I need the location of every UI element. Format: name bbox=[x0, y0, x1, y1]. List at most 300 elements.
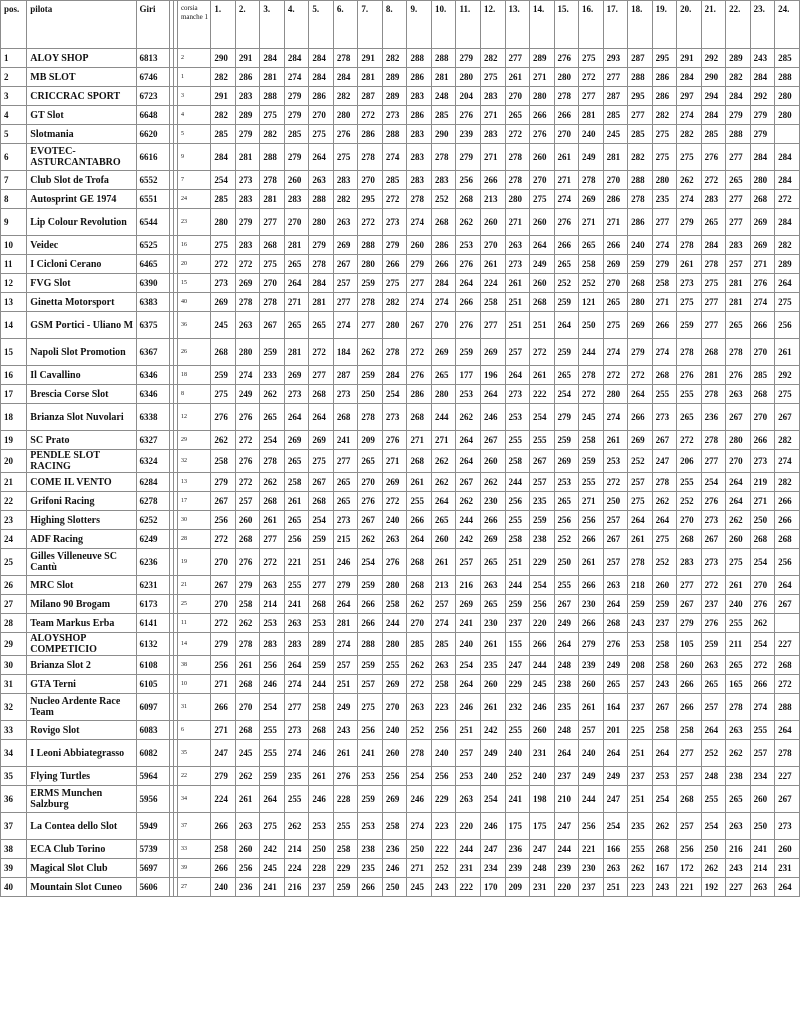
table-row bbox=[1, 721, 800, 740]
lap-cell: 276 bbox=[333, 125, 358, 144]
lap-cell: 228 bbox=[309, 859, 334, 878]
lap-cell: 244 bbox=[456, 840, 481, 859]
lap-cell: 278 bbox=[701, 385, 726, 404]
lap-cell: 223 bbox=[431, 813, 456, 840]
corsia-cell: 1 bbox=[177, 68, 210, 87]
pos-cell: 5 bbox=[1, 125, 27, 144]
corsia-cell: 9 bbox=[177, 144, 210, 171]
lap-cell: 259 bbox=[652, 595, 677, 614]
lap-cell: 272 bbox=[260, 549, 285, 576]
lap-cell: 271 bbox=[750, 255, 775, 274]
lap-cell: 255 bbox=[505, 511, 530, 530]
lap-cell: 280 bbox=[505, 190, 530, 209]
lap-cell: 264 bbox=[431, 492, 456, 511]
pos-cell: 32 bbox=[1, 694, 27, 721]
lap-cell: 265 bbox=[284, 450, 309, 473]
lap-cell: 268 bbox=[235, 675, 260, 694]
lap-cell: 262 bbox=[211, 431, 236, 450]
lap-cell: 262 bbox=[407, 656, 432, 675]
lap-cell: 268 bbox=[309, 492, 334, 511]
corsia-cell: 31 bbox=[177, 694, 210, 721]
lap-cell: 273 bbox=[677, 274, 702, 293]
lap-cell: 263 bbox=[382, 530, 407, 549]
lap-cell: 278 bbox=[726, 339, 751, 366]
lap-cell: 291 bbox=[677, 49, 702, 68]
giri-cell: 6648 bbox=[136, 106, 169, 125]
lap-cell: 184 bbox=[333, 339, 358, 366]
lap-cell: 257 bbox=[628, 675, 653, 694]
lap-cell: 237 bbox=[554, 767, 579, 786]
lap-cell: 244 bbox=[456, 511, 481, 530]
lap-cell: 241 bbox=[505, 786, 530, 813]
lap-cell: 265 bbox=[603, 293, 628, 312]
table-row bbox=[1, 694, 800, 721]
lap-cell: 247 bbox=[480, 840, 505, 859]
lap-cell: 279 bbox=[750, 106, 775, 125]
lap-cell: 266 bbox=[530, 106, 555, 125]
lap-cell: 261 bbox=[333, 740, 358, 767]
lap-cell: 268 bbox=[309, 595, 334, 614]
lap-cell: 252 bbox=[431, 190, 456, 209]
lap-cell: 288 bbox=[309, 190, 334, 209]
lap-cell: 274 bbox=[284, 675, 309, 694]
lap-cell: 288 bbox=[382, 125, 407, 144]
lap-cell: 257 bbox=[333, 656, 358, 675]
lap-cell: 285 bbox=[382, 171, 407, 190]
corsia-cell: 39 bbox=[177, 859, 210, 878]
lap-cell: 266 bbox=[603, 236, 628, 255]
lap-cell: 283 bbox=[260, 633, 285, 656]
corsia-cell: 25 bbox=[177, 595, 210, 614]
lap-cell: 268 bbox=[750, 385, 775, 404]
giri-cell: 6284 bbox=[136, 473, 169, 492]
lap-cell: 155 bbox=[505, 633, 530, 656]
lap-cell: 254 bbox=[211, 171, 236, 190]
table-row bbox=[1, 431, 800, 450]
table-row bbox=[1, 209, 800, 236]
lap-cell: 258 bbox=[652, 721, 677, 740]
lap-cell: 237 bbox=[701, 595, 726, 614]
lap-cell: 269 bbox=[628, 312, 653, 339]
corsia-cell: 28 bbox=[177, 530, 210, 549]
lap-cell: 269 bbox=[211, 293, 236, 312]
lap-cell: 276 bbox=[530, 125, 555, 144]
lap-cell: 272 bbox=[211, 530, 236, 549]
lap-cell: 278 bbox=[235, 293, 260, 312]
lap-cell: 227 bbox=[775, 767, 800, 786]
lap-cell: 285 bbox=[284, 125, 309, 144]
lap-cell: 260 bbox=[530, 144, 555, 171]
header-manche: 13. bbox=[505, 1, 530, 49]
lap-cell: 277 bbox=[677, 740, 702, 767]
lap-cell: 279 bbox=[284, 144, 309, 171]
lap-cell: 249 bbox=[579, 767, 604, 786]
pos-cell: 24 bbox=[1, 530, 27, 549]
lap-cell: 285 bbox=[211, 190, 236, 209]
lap-cell: 261 bbox=[579, 549, 604, 576]
lap-cell: 218 bbox=[628, 576, 653, 595]
lap-cell: 253 bbox=[628, 633, 653, 656]
lap-cell: 242 bbox=[260, 840, 285, 859]
pos-cell: 2 bbox=[1, 68, 27, 87]
lap-cell: 243 bbox=[750, 49, 775, 68]
lap-cell: 269 bbox=[333, 236, 358, 255]
table-row bbox=[1, 450, 800, 473]
lap-cell: 267 bbox=[652, 431, 677, 450]
lap-cell: 263 bbox=[726, 813, 751, 840]
lap-cell: 263 bbox=[603, 859, 628, 878]
lap-cell: 265 bbox=[284, 511, 309, 530]
corsia-cell: 8 bbox=[177, 385, 210, 404]
lap-cell: 270 bbox=[750, 404, 775, 431]
lap-cell: 272 bbox=[358, 106, 383, 125]
lap-cell: 277 bbox=[260, 209, 285, 236]
lap-cell: 248 bbox=[530, 859, 555, 878]
lap-cell: 280 bbox=[775, 106, 800, 125]
lap-cell: 270 bbox=[603, 274, 628, 293]
lap-cell: 283 bbox=[407, 144, 432, 171]
lap-cell: 242 bbox=[480, 721, 505, 740]
lap-cell: 259 bbox=[358, 274, 383, 293]
lap-cell: 255 bbox=[750, 721, 775, 740]
lap-cell: 259 bbox=[309, 656, 334, 675]
lap-cell: 280 bbox=[431, 385, 456, 404]
lap-cell: 278 bbox=[505, 171, 530, 190]
giri-cell: 6746 bbox=[136, 68, 169, 87]
lap-cell: 250 bbox=[750, 511, 775, 530]
lap-cell: 250 bbox=[407, 840, 432, 859]
lap-cell: 284 bbox=[701, 106, 726, 125]
corsia-cell: 12 bbox=[177, 404, 210, 431]
lap-cell: 281 bbox=[726, 274, 751, 293]
lap-cell: 255 bbox=[554, 576, 579, 595]
table-row bbox=[1, 840, 800, 859]
lap-cell: 259 bbox=[628, 255, 653, 274]
lap-cell: 282 bbox=[260, 125, 285, 144]
lap-cell: 266 bbox=[750, 675, 775, 694]
lap-cell: 278 bbox=[677, 339, 702, 366]
lap-cell: 224 bbox=[480, 274, 505, 293]
lap-cell: 260 bbox=[382, 740, 407, 767]
lap-cell: 277 bbox=[284, 694, 309, 721]
lap-cell: 278 bbox=[628, 549, 653, 576]
lap-cell: 253 bbox=[652, 767, 677, 786]
lap-cell: 251 bbox=[309, 549, 334, 576]
lap-cell: 276 bbox=[235, 549, 260, 576]
lap-cell: 290 bbox=[211, 49, 236, 68]
lap-cell: 276 bbox=[382, 431, 407, 450]
lap-cell: 258 bbox=[579, 255, 604, 274]
lap-cell: 248 bbox=[701, 767, 726, 786]
lap-cell: 272 bbox=[358, 209, 383, 236]
lap-cell: 238 bbox=[358, 840, 383, 859]
lap-cell: 257 bbox=[628, 473, 653, 492]
lap-cell: 250 bbox=[701, 840, 726, 859]
lap-cell: 260 bbox=[235, 840, 260, 859]
giri-cell: 6278 bbox=[136, 492, 169, 511]
lap-cell: 263 bbox=[701, 656, 726, 675]
lap-cell: 264 bbox=[628, 385, 653, 404]
lap-cell: 267 bbox=[677, 595, 702, 614]
table-row bbox=[1, 859, 800, 878]
lap-cell: 264 bbox=[309, 144, 334, 171]
lap-cell: 259 bbox=[358, 576, 383, 595]
lap-cell: 271 bbox=[407, 431, 432, 450]
lap-cell: 254 bbox=[456, 656, 481, 675]
corsia-cell: 36 bbox=[177, 312, 210, 339]
lap-cell: 249 bbox=[480, 740, 505, 767]
lap-cell: 256 bbox=[505, 492, 530, 511]
lap-cell: 263 bbox=[750, 878, 775, 897]
lap-cell: 277 bbox=[677, 576, 702, 595]
lap-cell: 272 bbox=[235, 473, 260, 492]
corsia-cell: 16 bbox=[177, 236, 210, 255]
lap-cell: 262 bbox=[456, 404, 481, 431]
table-row bbox=[1, 786, 800, 813]
lap-cell: 281 bbox=[284, 339, 309, 366]
team-name: GTA Terni bbox=[27, 675, 136, 694]
lap-cell: 264 bbox=[456, 431, 481, 450]
table-row bbox=[1, 236, 800, 255]
lap-cell: 252 bbox=[431, 859, 456, 878]
lap-cell: 255 bbox=[505, 431, 530, 450]
lap-cell: 271 bbox=[530, 68, 555, 87]
lap-cell: 266 bbox=[530, 633, 555, 656]
lap-cell: 264 bbox=[775, 576, 800, 595]
giri-cell: 5964 bbox=[136, 767, 169, 786]
lap-cell: 231 bbox=[530, 878, 555, 897]
lap-cell: 278 bbox=[554, 87, 579, 106]
giri-cell: 6338 bbox=[136, 404, 169, 431]
lap-cell: 252 bbox=[554, 274, 579, 293]
lap-cell: 289 bbox=[309, 633, 334, 656]
pos-cell: 22 bbox=[1, 492, 27, 511]
team-name: Autosprint GE 1974 bbox=[27, 190, 136, 209]
lap-cell: 270 bbox=[431, 312, 456, 339]
lap-cell: 257 bbox=[333, 274, 358, 293]
lap-cell: 259 bbox=[211, 366, 236, 385]
pos-cell: 4 bbox=[1, 106, 27, 125]
giri-cell: 6141 bbox=[136, 614, 169, 633]
lap-cell: 259 bbox=[554, 339, 579, 366]
lap-cell: 227 bbox=[726, 878, 751, 897]
lap-cell: 275 bbox=[260, 106, 285, 125]
lap-cell: 265 bbox=[431, 366, 456, 385]
lap-cell: 272 bbox=[211, 614, 236, 633]
lap-cell: 247 bbox=[554, 813, 579, 840]
giri-cell: 5739 bbox=[136, 840, 169, 859]
lap-cell: 246 bbox=[530, 694, 555, 721]
lap-cell: 259 bbox=[260, 767, 285, 786]
lap-cell: 260 bbox=[530, 274, 555, 293]
lap-cell: 256 bbox=[211, 511, 236, 530]
lap-cell: 235 bbox=[530, 492, 555, 511]
lap-cell: 270 bbox=[677, 511, 702, 530]
lap-cell: 272 bbox=[579, 385, 604, 404]
lap-cell: 285 bbox=[407, 633, 432, 656]
lap-cell: 278 bbox=[652, 473, 677, 492]
lap-cell: 277 bbox=[701, 293, 726, 312]
lap-cell: 269 bbox=[431, 339, 456, 366]
lap-cell: 257 bbox=[701, 694, 726, 721]
corsia-cell: 29 bbox=[177, 431, 210, 450]
lap-cell: 251 bbox=[505, 549, 530, 576]
lap-cell: 269 bbox=[284, 431, 309, 450]
lap-cell: 266 bbox=[382, 255, 407, 274]
lap-cell: 258 bbox=[480, 293, 505, 312]
lap-cell: 245 bbox=[603, 125, 628, 144]
pos-cell: 39 bbox=[1, 859, 27, 878]
lap-cell: 282 bbox=[382, 49, 407, 68]
lap-cell: 268 bbox=[309, 385, 334, 404]
corsia-cell: 20 bbox=[177, 255, 210, 274]
lap-cell: 255 bbox=[260, 721, 285, 740]
lap-cell: 269 bbox=[480, 530, 505, 549]
lap-cell: 246 bbox=[309, 740, 334, 767]
lap-cell: 244 bbox=[530, 656, 555, 675]
lap-cell: 294 bbox=[701, 87, 726, 106]
lap-cell: 272 bbox=[775, 675, 800, 694]
lap-cell: 263 bbox=[480, 576, 505, 595]
lap-cell: 270 bbox=[750, 339, 775, 366]
lap-cell: 230 bbox=[480, 492, 505, 511]
lap-cell: 257 bbox=[456, 549, 481, 576]
lap-cell: 273 bbox=[211, 274, 236, 293]
lap-cell: 286 bbox=[407, 106, 432, 125]
corsia-cell: 10 bbox=[177, 675, 210, 694]
lap-cell: 256 bbox=[579, 511, 604, 530]
lap-cell: 266 bbox=[211, 859, 236, 878]
lap-cell: 271 bbox=[431, 431, 456, 450]
header-pos: pos. bbox=[1, 1, 27, 49]
pos-cell: 27 bbox=[1, 595, 27, 614]
team-name: SC Prato bbox=[27, 431, 136, 450]
lap-cell: 275 bbox=[677, 144, 702, 171]
lap-cell: 279 bbox=[579, 633, 604, 656]
table-row bbox=[1, 49, 800, 68]
lap-cell: 270 bbox=[750, 576, 775, 595]
header-manche: 11. bbox=[456, 1, 481, 49]
lap-cell: 256 bbox=[677, 840, 702, 859]
lap-cell: 284 bbox=[701, 236, 726, 255]
lap-cell: 282 bbox=[211, 68, 236, 87]
corsia-cell: 13 bbox=[177, 473, 210, 492]
lap-cell: 286 bbox=[358, 125, 383, 144]
lap-cell: 223 bbox=[628, 878, 653, 897]
pos-cell: 17 bbox=[1, 385, 27, 404]
lap-cell: 235 bbox=[358, 859, 383, 878]
lap-cell: 277 bbox=[407, 274, 432, 293]
lap-cell: 271 bbox=[554, 171, 579, 190]
lap-cell: 250 bbox=[554, 549, 579, 576]
lap-cell: 272 bbox=[775, 190, 800, 209]
lap-cell: 240 bbox=[726, 595, 751, 614]
lap-cell: 284 bbox=[309, 274, 334, 293]
lap-cell: 267 bbox=[701, 530, 726, 549]
lap-cell: 273 bbox=[284, 385, 309, 404]
lap-cell: 272 bbox=[603, 366, 628, 385]
lap-cell: 235 bbox=[628, 813, 653, 840]
lap-cell: 283 bbox=[480, 87, 505, 106]
lap-cell: 264 bbox=[284, 656, 309, 675]
lap-cell: 280 bbox=[530, 87, 555, 106]
lap-cell: 245 bbox=[235, 740, 260, 767]
table-row bbox=[1, 530, 800, 549]
lap-cell: 279 bbox=[677, 209, 702, 236]
lap-cell: 170 bbox=[480, 878, 505, 897]
lap-cell: 274 bbox=[382, 144, 407, 171]
lap-cell: 262 bbox=[701, 859, 726, 878]
lap-cell: 275 bbox=[211, 385, 236, 404]
lap-cell: 268 bbox=[530, 293, 555, 312]
lap-cell: 250 bbox=[579, 312, 604, 339]
lap-cell: 285 bbox=[431, 633, 456, 656]
lap-cell: 243 bbox=[431, 878, 456, 897]
lap-cell: 288 bbox=[628, 171, 653, 190]
lap-cell: 259 bbox=[677, 312, 702, 339]
lap-cell: 282 bbox=[628, 144, 653, 171]
header-manche: 22. bbox=[726, 1, 751, 49]
lap-cell: 279 bbox=[382, 236, 407, 255]
corsia-cell: 21 bbox=[177, 576, 210, 595]
corsia-cell: 34 bbox=[177, 786, 210, 813]
lap-cell: 292 bbox=[701, 49, 726, 68]
lap-cell: 270 bbox=[480, 236, 505, 255]
lap-cell: 288 bbox=[260, 87, 285, 106]
lap-cell: 291 bbox=[235, 49, 260, 68]
lap-cell: 268 bbox=[211, 339, 236, 366]
team-name: I Cicloni Cerano bbox=[27, 255, 136, 274]
corsia-cell: 27 bbox=[177, 878, 210, 897]
lap-cell: 265 bbox=[284, 312, 309, 339]
table-row bbox=[1, 404, 800, 431]
lap-cell: 246 bbox=[382, 859, 407, 878]
lap-cell: 258 bbox=[235, 595, 260, 614]
pos-cell: 37 bbox=[1, 813, 27, 840]
lap-cell: 269 bbox=[603, 255, 628, 274]
lap-cell: 253 bbox=[456, 236, 481, 255]
lap-cell: 274 bbox=[407, 293, 432, 312]
lap-cell: 264 bbox=[701, 721, 726, 740]
lap-cell: 166 bbox=[603, 840, 628, 859]
lap-cell: 266 bbox=[211, 694, 236, 721]
table-row bbox=[1, 576, 800, 595]
lap-cell: 286 bbox=[407, 68, 432, 87]
lap-cell: 175 bbox=[505, 813, 530, 840]
lap-cell: 263 bbox=[235, 312, 260, 339]
header-pilota: pilota bbox=[27, 1, 136, 49]
header-manche: 6. bbox=[333, 1, 358, 49]
giri-cell: 6108 bbox=[136, 656, 169, 675]
lap-cell: 287 bbox=[628, 49, 653, 68]
team-name: Club Slot de Trofa bbox=[27, 171, 136, 190]
corsia-cell: 18 bbox=[177, 366, 210, 385]
lap-cell: 276 bbox=[456, 312, 481, 339]
lap-cell: 267 bbox=[775, 786, 800, 813]
lap-cell: 230 bbox=[579, 859, 604, 878]
lap-cell: 281 bbox=[260, 190, 285, 209]
lap-cell: 224 bbox=[211, 786, 236, 813]
lap-cell: 267 bbox=[333, 255, 358, 274]
lap-cell: 267 bbox=[358, 511, 383, 530]
lap-cell: 261 bbox=[284, 492, 309, 511]
lap-cell: 256 bbox=[260, 656, 285, 675]
lap-cell: 211 bbox=[726, 633, 751, 656]
giri-cell: 6723 bbox=[136, 87, 169, 106]
lap-cell: 252 bbox=[407, 721, 432, 740]
lap-cell: 252 bbox=[579, 274, 604, 293]
lap-cell: 258 bbox=[382, 595, 407, 614]
